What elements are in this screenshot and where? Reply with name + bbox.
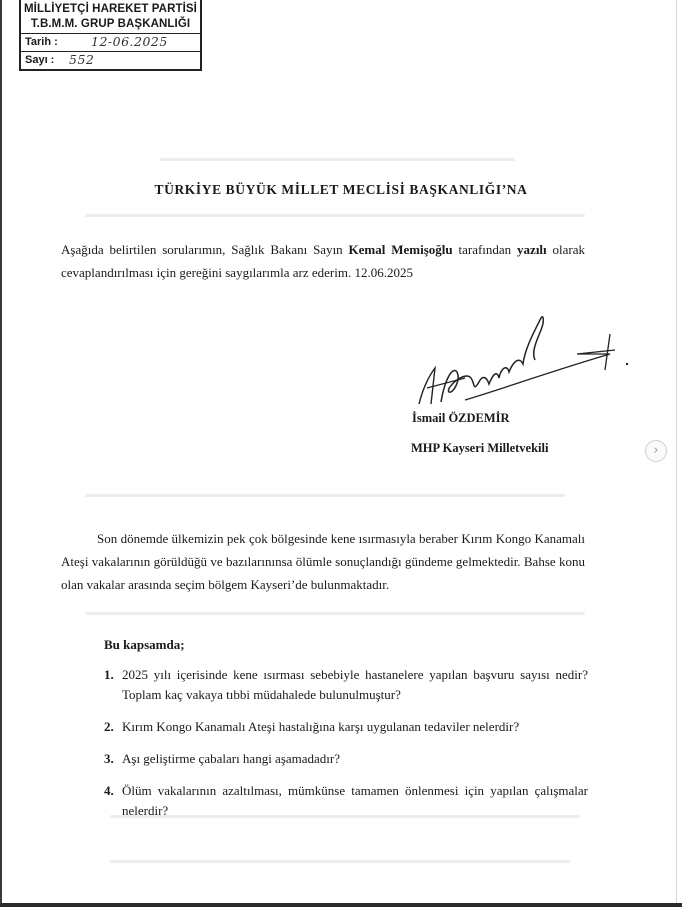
minister-name: Kemal Memişoğlu	[348, 242, 453, 257]
question-text: 2025 yılı içerisinde kene ısırması sebebiyle hastanelere yapılan başvuru sayısı nedir? Toplam kaç vakaya tıbbi müdahalede bulunulmuştur?	[122, 667, 588, 702]
stamp-number-value: 552	[69, 52, 95, 67]
intro-text-1: Aşağıda belirtilen sorularımın, Sağlık Bakanı Sayın	[61, 242, 349, 257]
bleed-through-line	[160, 158, 515, 161]
next-page-chevron-icon[interactable]: ›	[645, 440, 667, 462]
stamp-date-value: 12-06.2025	[91, 34, 168, 49]
stamp-number-row	[21, 51, 200, 68]
handwritten-signature	[405, 308, 645, 418]
intro-paragraph	[61, 238, 585, 284]
page-bottom-edge	[0, 903, 682, 907]
question-item	[104, 781, 588, 821]
intro-text-2: tarafından	[452, 242, 518, 257]
question-number: 3.	[104, 751, 114, 766]
question-number: 2.	[104, 719, 114, 734]
page-right-edge	[676, 0, 677, 907]
stamp-party: MİLLİYETÇİ HAREKET PARTİSİ	[24, 3, 197, 15]
question-text: Ölüm vakalarının azaltılması, mümkünse tamamen önlenmesi için yapılan çalışmalar nelerdir?	[122, 783, 588, 818]
signatory-name: İsmail ÖZDEMİR	[412, 411, 510, 425]
question-number: 1.	[104, 667, 114, 682]
questions-list	[104, 665, 588, 833]
question-item	[104, 665, 588, 705]
stamp-header	[21, 0, 200, 34]
stamp-group: T.B.M.M. GRUP BAŞKANLIĞI	[30, 18, 191, 30]
question-item	[104, 717, 588, 737]
question-number: 4.	[104, 783, 114, 798]
document-heading: TÜRKİYE BÜYÜK MİLLET MECLİSİ BAŞKANLIĞI’NA	[154, 182, 528, 197]
question-item	[104, 749, 588, 769]
registry-stamp	[19, 0, 202, 71]
bleed-through-line	[85, 214, 585, 217]
question-text: Kırım Kongo Kanamalı Ateşi hastalığına karşı uygulanan tedaviler nelerdir?	[122, 719, 520, 734]
bleed-through-line	[85, 494, 565, 497]
question-text: Aşı geliştirme çabaları hangi aşamadadır?	[122, 751, 341, 766]
bleed-through-line	[85, 612, 585, 615]
body-paragraph: Son dönemde ülkemizin pek çok bölgesinde kene ısırmasıyla beraber Kırım Kongo Kanamalı Ateşi vakalarının görüldüğü ve bazılarınınsa ölümle sonuçlandığı gündeme gelmektedir. Bahse konu olan vakalar arasında seçim bölgem Kayseri’de bulunmaktadır.	[61, 531, 585, 592]
stamp-date-label: Tarih :	[25, 36, 58, 48]
signatory-title: MHP Kayseri Milletvekili	[411, 441, 549, 455]
page-left-edge	[0, 0, 2, 907]
stamp-number-label: Sayı :	[25, 54, 55, 66]
questions-subheading: Bu kapsamda;	[104, 637, 185, 652]
bleed-through-line	[110, 860, 570, 863]
intro-text-3: olarak cevaplandırılması için gereğini saygılarımla arz ederim. 12.06.2025	[61, 242, 585, 280]
stamp-date-row	[21, 34, 200, 51]
written-emphasis: yazılı	[517, 242, 547, 257]
